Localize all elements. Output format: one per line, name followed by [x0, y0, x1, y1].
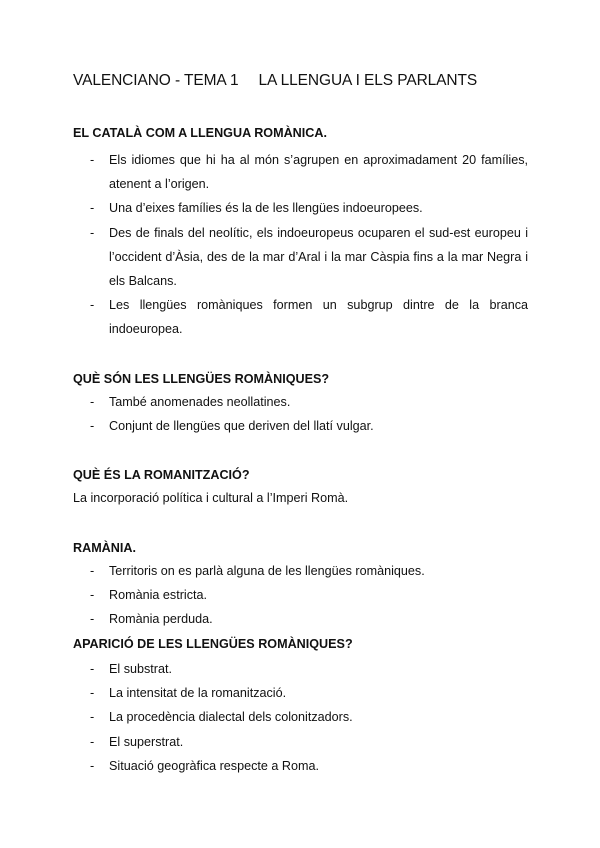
section-heading-catala: EL CATALÀ COM A LLENGUA ROMÀNICA.	[73, 126, 327, 140]
list-item: - Una d’eixes famílies és la de les llengües indoeuropees.	[90, 201, 423, 216]
title-topic: LA LLENGUA I ELS PARLANTS	[258, 72, 478, 89]
section-heading-llengues-romaniques: QUÈ SÓN LES LLENGÜES ROMÀNIQUES?	[73, 372, 330, 386]
section-heading-romanitzacio: QUÈ ÉS LA ROMANITZACIÓ?	[73, 468, 250, 482]
section-heading-romania: RAMÀNIA.	[73, 541, 136, 555]
page-title	[73, 72, 477, 90]
list-item: - Situació geogràfica respecte a Roma.	[90, 758, 320, 773]
bullet-list-catala	[73, 148, 528, 342]
list-item: - El substrat.	[90, 662, 172, 676]
list-item: - Els idiomes que hi ha al món s’agrupen en aproximadament 20 famílies, atenent a l’origen.	[90, 153, 528, 192]
title-subject: VALENCIANO - TEMA 1	[73, 72, 239, 89]
bullet-list-llengues-romaniques	[73, 390, 528, 438]
list-item: - Territoris on es parlà alguna de les llengües romàniques.	[90, 564, 425, 578]
list-item: - Des de finals del neolític, els indoeuropeus ocuparen el sud-est europeu i l’occident d’Àsia, des de la mar d’Aral i la mar Càspia fins a la mar Negra i els Balcans.	[90, 225, 528, 289]
paragraph-romanitzacio: La incorporació política i cultural a l’Imperi Romà.	[73, 491, 349, 505]
list-item: - Romània perduda.	[90, 612, 213, 627]
list-item: - Conjunt de llengües que deriven del llatí vulgar.	[90, 419, 374, 434]
bullet-list-romania	[73, 559, 528, 632]
list-item: - La procedència dialectal dels colonitzadors.	[90, 710, 353, 725]
list-item: - La intensitat de la romanització.	[90, 686, 287, 701]
list-item: - El superstrat.	[90, 734, 184, 749]
section-heading-aparicio: APARICIÓ DE LES LLENGÜES ROMÀNIQUES?	[73, 637, 353, 651]
list-item: - També anomenades neollatines.	[90, 395, 291, 409]
list-item: - Les llengües romàniques formen un subgrup dintre de la branca indoeuropea.	[90, 298, 528, 337]
bullet-list-aparicio	[73, 657, 528, 778]
list-item: - Romània estricta.	[90, 588, 207, 603]
